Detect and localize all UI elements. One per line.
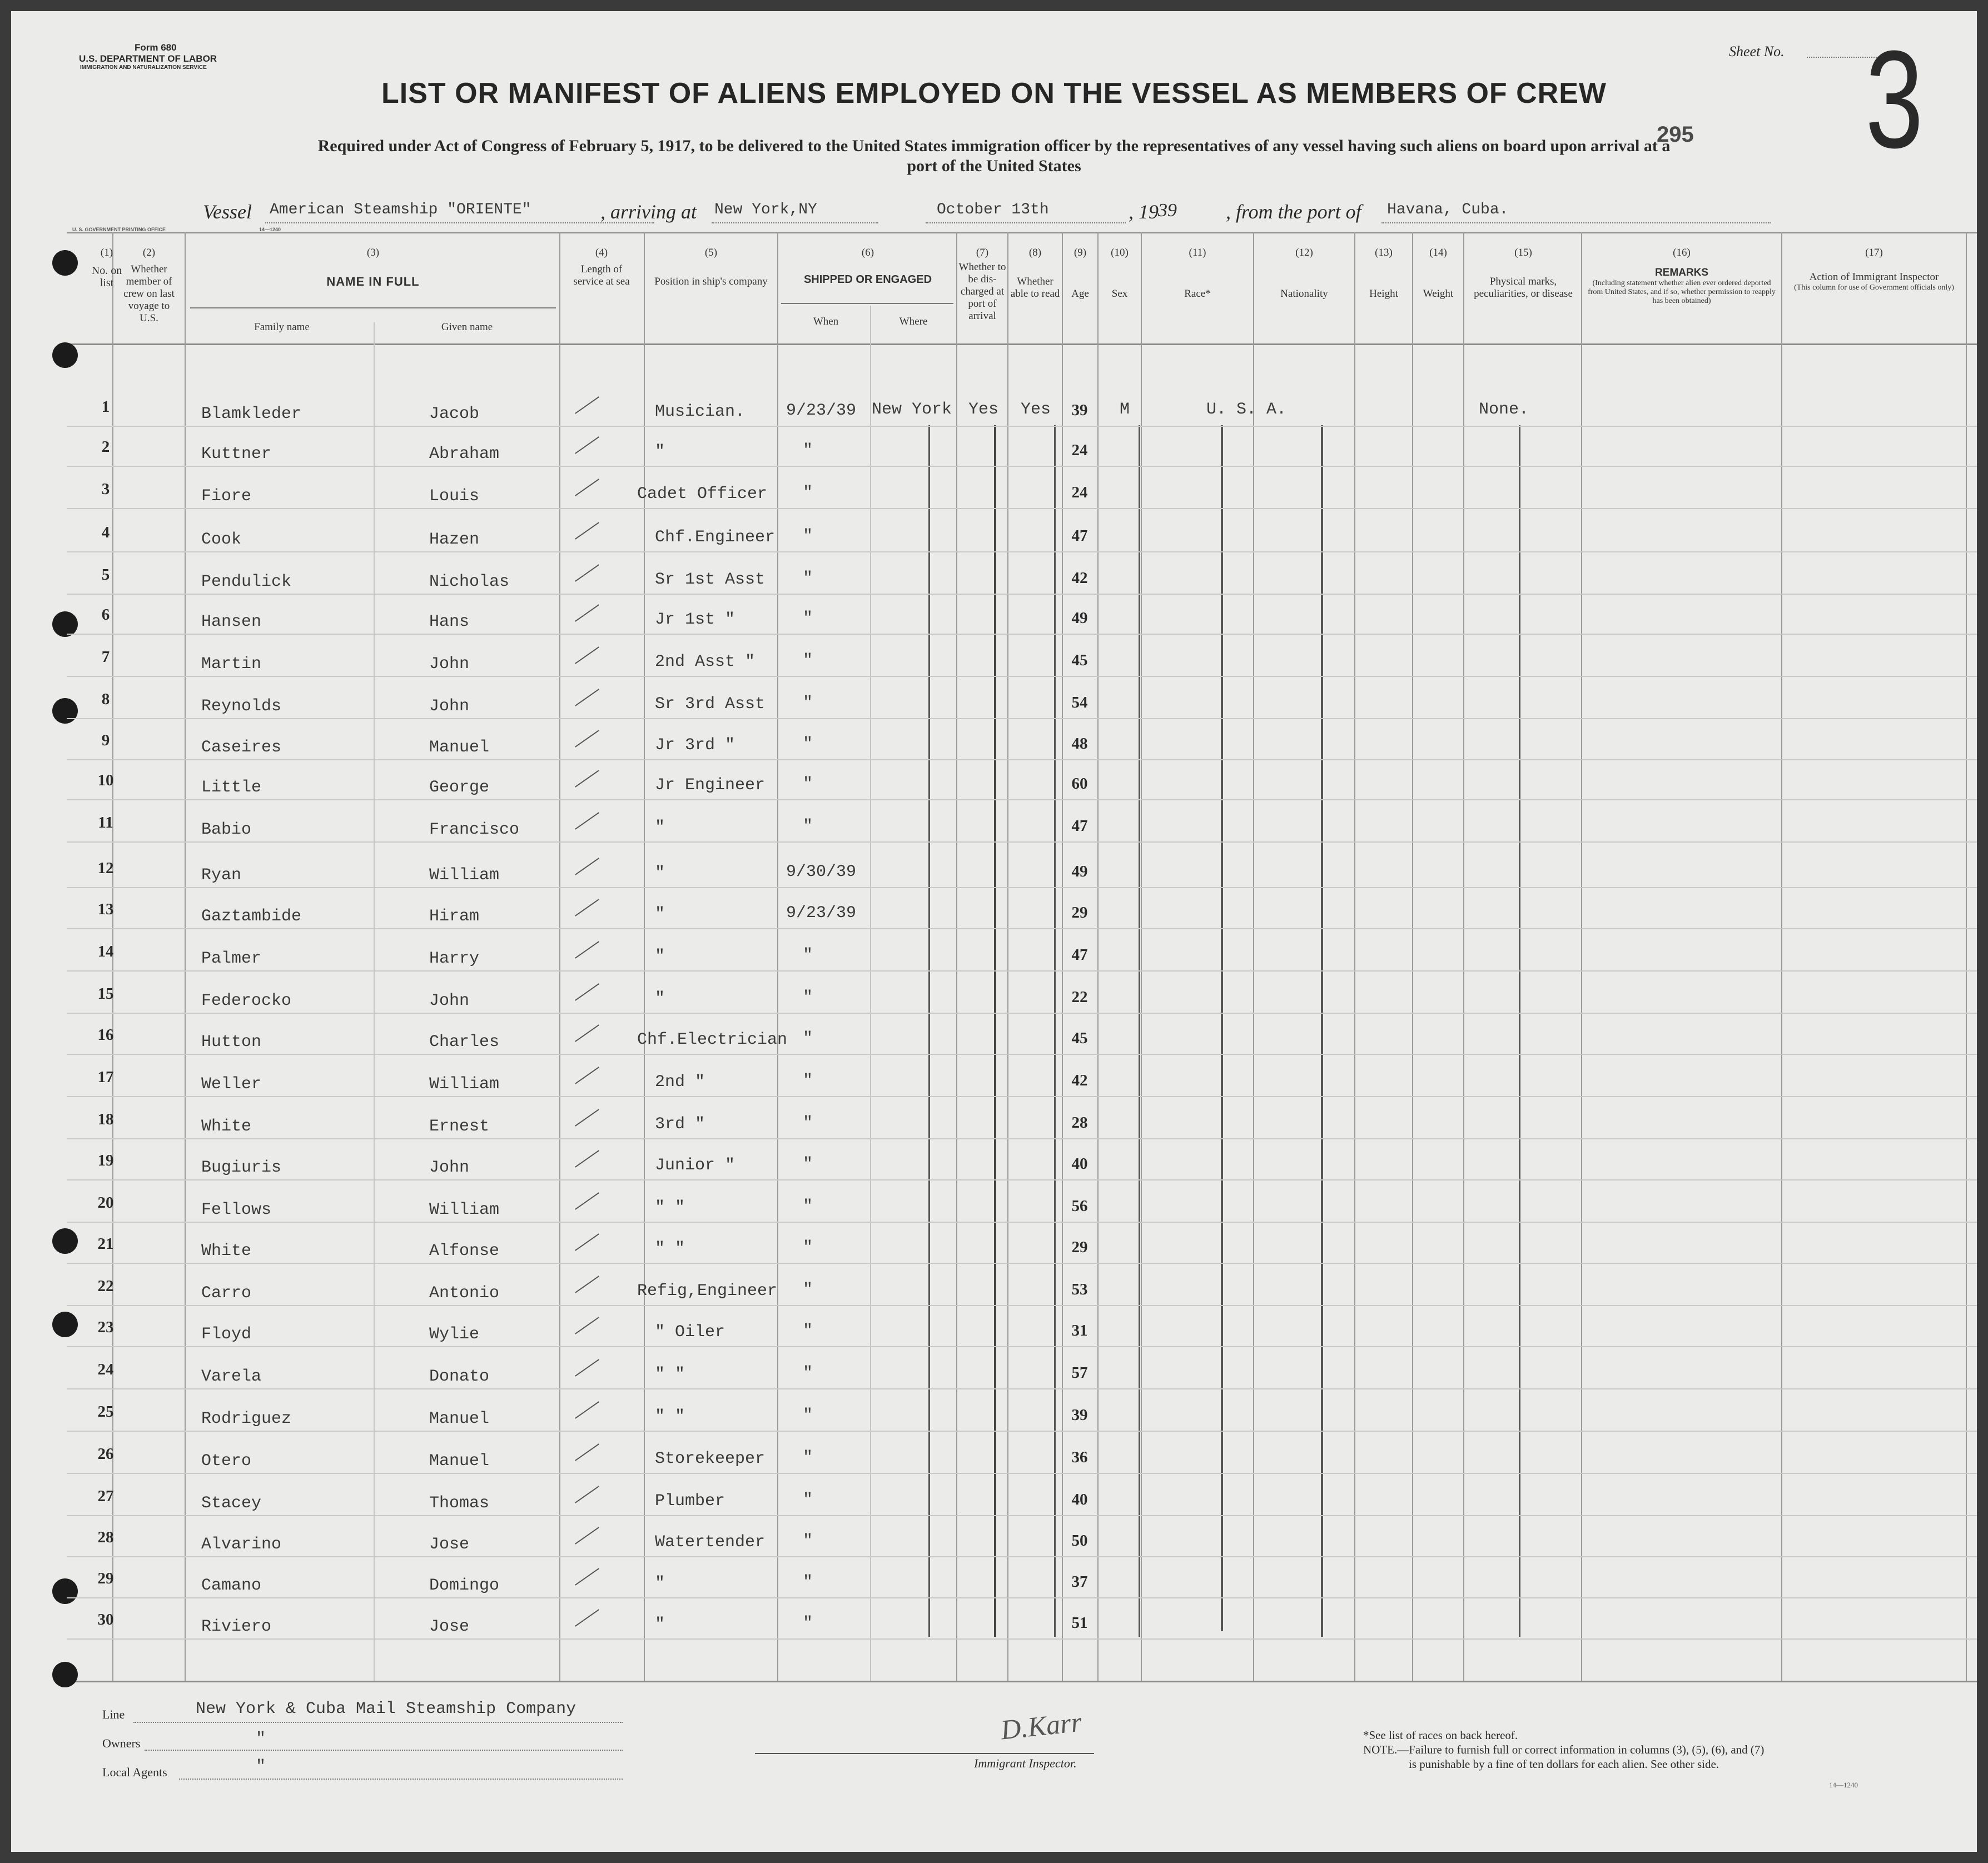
given-name: Nicholas	[429, 572, 510, 591]
position: Jr 1st "	[655, 610, 735, 629]
position: Chf.Electrician	[637, 1030, 788, 1049]
position: Sr 3rd Asst	[655, 695, 766, 714]
when-shipped: "	[803, 1448, 813, 1467]
family-name: Bugiuris	[201, 1158, 282, 1177]
col3-header: (3) NAME IN FULL	[326, 247, 420, 288]
when-shipped: "	[803, 817, 813, 836]
age: 48	[1071, 735, 1088, 753]
gpo-code: 14—1240	[259, 227, 281, 232]
when-shipped: "	[803, 651, 813, 670]
col2-header: (2) Whether member of crew on last voyage to U.S.	[123, 247, 175, 324]
row1-discharged: Yes	[968, 400, 999, 419]
race-note: *See list of races on back hereof.	[1363, 1728, 1518, 1742]
row-number: 21	[97, 1235, 114, 1253]
row-number: 30	[97, 1611, 114, 1628]
age: 42	[1071, 569, 1088, 587]
given-name: Jacob	[429, 405, 480, 424]
when-shipped: "	[803, 735, 813, 754]
age: 22	[1071, 988, 1088, 1006]
when-shipped: "	[803, 1281, 813, 1299]
family-name: Otero	[201, 1452, 252, 1471]
service-name: IMMIGRATION AND NATURALIZATION SERVICE	[80, 64, 207, 71]
position: "	[655, 1615, 665, 1634]
age: 37	[1071, 1573, 1088, 1591]
given-name: Louis	[429, 487, 480, 506]
position: " "	[655, 1198, 685, 1217]
age: 40	[1071, 1155, 1088, 1173]
age: 47	[1071, 527, 1088, 545]
family-name: Hansen	[201, 612, 262, 631]
fine-note-line1: NOTE.—Failure to furnish full or correct information in columns (3), (5), (6), and (7)	[1363, 1743, 1765, 1756]
gpo-line: U. S. GOVERNMENT PRINTING OFFICE	[72, 227, 166, 232]
punch-hole	[52, 250, 78, 276]
when-shipped: "	[803, 1072, 813, 1090]
row-number: 16	[97, 1026, 114, 1044]
age: 60	[1071, 775, 1088, 793]
row-number: 11	[98, 814, 113, 831]
family-name: White	[201, 1117, 252, 1136]
row-number: 26	[97, 1445, 114, 1463]
age: 49	[1071, 863, 1088, 880]
family-name: Martin	[201, 655, 262, 674]
given-name: Manuel	[429, 1409, 490, 1428]
page-title: LIST OR MANIFEST OF ALIENS EMPLOYED ON THE VESSEL AS MEMBERS OF CREW	[381, 77, 1607, 109]
department-name: U.S. DEPARTMENT OF LABOR	[79, 53, 217, 64]
subtitle-line1: Required under Act of Congress of February 5, 1917, to be delivered to the United States immigration officer by the representatives of any vessel having such aliens on board upon arrival at a	[317, 137, 1671, 155]
age: 45	[1071, 1029, 1088, 1047]
when-shipped: "	[803, 1238, 813, 1257]
family-name: Cook	[201, 530, 242, 549]
given-name: Donato	[429, 1367, 490, 1386]
col4-header: (4) Length of service at sea	[573, 247, 630, 287]
row1-physical: None.	[1479, 400, 1529, 419]
row-number: 2	[101, 438, 110, 456]
position: "	[655, 947, 665, 966]
when-shipped: "	[803, 1406, 813, 1425]
when-shipped: "	[803, 609, 813, 628]
row-number: 17	[97, 1068, 114, 1086]
date-value: October 13th	[937, 201, 1049, 218]
position: "	[655, 818, 665, 837]
when-shipped: "	[803, 1364, 813, 1383]
when-shipped: "	[803, 775, 813, 794]
row-number: 8	[101, 690, 110, 708]
col11-header: (11) Race*	[1184, 247, 1211, 300]
col3a-header: Family name	[254, 321, 310, 333]
position: Plumber	[655, 1492, 725, 1511]
inspector-signature: D.Karr	[999, 1706, 1084, 1746]
age: 31	[1071, 1322, 1088, 1339]
given-name: Thomas	[429, 1494, 490, 1513]
age: 50	[1071, 1532, 1088, 1550]
when-shipped: "	[803, 1155, 813, 1174]
col3b-header: Given name	[441, 321, 493, 333]
col13-header: (13) Height	[1369, 247, 1398, 300]
family-name: Pendulick	[201, 572, 292, 591]
position: Refig,Engineer	[637, 1282, 778, 1301]
col6b-header: Where	[899, 316, 928, 327]
given-name: Manuel	[429, 1452, 490, 1471]
row1-read: Yes	[1021, 400, 1051, 419]
given-name: Hiram	[429, 907, 480, 926]
position: 2nd "	[655, 1073, 705, 1092]
given-name: William	[429, 866, 500, 885]
position: " "	[655, 1365, 685, 1384]
position: "	[655, 989, 665, 1008]
line-label: Line	[102, 1707, 125, 1721]
row1-nationality: U. S. A.	[1206, 400, 1287, 419]
row-number: 9	[101, 731, 110, 749]
punch-hole	[52, 342, 78, 368]
age: 29	[1071, 1238, 1088, 1256]
family-name: Alvarino	[201, 1535, 282, 1554]
when-shipped: "	[803, 988, 813, 1007]
form-code: 14—1240	[1829, 1781, 1858, 1789]
when-shipped: "	[803, 569, 813, 588]
given-name: Antonio	[429, 1284, 500, 1303]
family-name: Blamkleder	[201, 405, 302, 424]
family-name: Fiore	[201, 487, 252, 506]
position: Jr Engineer	[655, 776, 766, 795]
family-name: Caseires	[201, 738, 282, 757]
arriving-label: , arriving at	[600, 201, 697, 223]
row-number: 13	[97, 900, 114, 918]
col10-header: (10) Sex	[1111, 247, 1129, 300]
family-name: Gaztambide	[201, 907, 302, 926]
given-name: Hans	[429, 612, 470, 631]
family-name: Carro	[201, 1284, 252, 1303]
row-number: 14	[97, 943, 114, 960]
stamp-number: 295	[1657, 122, 1694, 147]
when-shipped: 9/23/39	[786, 904, 857, 923]
family-name: Camano	[201, 1576, 262, 1595]
when-shipped: "	[803, 1491, 813, 1510]
row-number: 5	[101, 566, 110, 584]
position: " Oiler	[655, 1323, 725, 1342]
row-number: 15	[97, 985, 114, 1003]
punch-hole	[52, 1312, 78, 1337]
given-name: Alfonse	[429, 1242, 500, 1261]
row-number: 27	[97, 1487, 114, 1505]
fine-note-line2: is punishable by a fine of ten dollars for each alien. See other side.	[1409, 1757, 1719, 1771]
age: 24	[1071, 484, 1088, 501]
when-shipped: "	[803, 1322, 813, 1341]
given-name: Charles	[429, 1033, 500, 1052]
family-name: Palmer	[201, 949, 262, 968]
row-number: 6	[101, 606, 110, 624]
arriving-value: New York,NY	[714, 201, 817, 218]
when-shipped: 9/23/39	[786, 401, 857, 420]
position: "	[655, 1574, 665, 1593]
position: Watertender	[655, 1533, 766, 1552]
row-number: 12	[97, 859, 114, 877]
punch-hole	[52, 1228, 78, 1254]
row-number: 24	[97, 1361, 114, 1378]
row-number: 3	[101, 480, 110, 498]
position: "	[655, 864, 665, 883]
when-shipped: "	[803, 441, 813, 460]
when-shipped: "	[803, 1197, 813, 1216]
age: 39	[1071, 401, 1088, 419]
when-shipped: "	[803, 1114, 813, 1133]
col5-header: (5) Position in ship's company	[654, 247, 768, 287]
age: 28	[1071, 1114, 1088, 1132]
agents-value: "	[256, 1757, 266, 1776]
year-value: 39	[1158, 200, 1177, 221]
sheet-label: Sheet No.	[1729, 43, 1785, 59]
age: 51	[1071, 1614, 1088, 1632]
col7-header: (7) Whether to be dis-charged at port of arrival	[958, 247, 1006, 322]
col6-header: (6) SHIPPED OR ENGAGED	[803, 247, 932, 286]
vessel-label: Vessel	[203, 201, 252, 223]
row-number: 10	[97, 771, 114, 789]
col8-header: (8) Whether able to read	[1010, 247, 1060, 300]
row-number: 23	[97, 1318, 114, 1336]
manifest-sheet	[11, 11, 1977, 1852]
position: Musician.	[655, 402, 745, 421]
age: 47	[1071, 946, 1088, 964]
given-name: Jose	[429, 1535, 470, 1554]
position: "	[655, 905, 665, 924]
row-number: 19	[97, 1152, 114, 1169]
row1-where: New York	[872, 400, 952, 419]
owners-value: "	[256, 1730, 266, 1749]
row-number: 29	[97, 1570, 114, 1587]
position: Sr 1st Asst	[655, 570, 766, 589]
position: " "	[655, 1407, 685, 1426]
vessel-value: American Steamship "ORIENTE"	[270, 201, 531, 218]
age: 24	[1071, 441, 1088, 459]
given-name: Jose	[429, 1617, 470, 1636]
family-name: Riviero	[201, 1617, 272, 1636]
when-shipped: "	[803, 1614, 813, 1633]
given-name: Francisco	[429, 820, 520, 839]
when-shipped: "	[803, 946, 813, 965]
row-number: 22	[97, 1277, 114, 1295]
given-name: John	[429, 992, 470, 1010]
age: 49	[1071, 609, 1088, 627]
position: Chf.Engineer	[655, 528, 776, 547]
col16-header: (16) REMARKS (Including statement whether alien ever ordered deported from United States, and if so, whether permission to reapply has been obtained)	[1588, 247, 1776, 305]
given-name: George	[429, 778, 490, 797]
family-name: Fellows	[201, 1201, 272, 1219]
row-number: 4	[101, 524, 110, 541]
sheet-number: 3	[1865, 22, 1924, 177]
given-name: Ernest	[429, 1117, 490, 1136]
row-number: 20	[97, 1194, 114, 1212]
position: 2nd Asst "	[655, 652, 756, 671]
row-number: 18	[97, 1110, 114, 1128]
family-name: Varela	[201, 1367, 262, 1386]
line-value: New York & Cuba Mail Steamship Company	[196, 1700, 576, 1718]
col12-header: (12) Nationality	[1280, 247, 1328, 300]
col1-header: (1) No. on list	[91, 247, 122, 289]
position: Storekeeper	[655, 1449, 766, 1468]
position: "	[655, 442, 665, 461]
age: 47	[1071, 817, 1088, 835]
given-name: Abraham	[429, 445, 500, 464]
age: 36	[1071, 1448, 1088, 1466]
position: Cadet Officer	[637, 485, 768, 504]
family-name: Little	[201, 778, 262, 797]
position: " "	[655, 1239, 685, 1258]
punch-hole	[52, 1578, 78, 1604]
position: 3rd "	[655, 1115, 705, 1134]
col15-header: (15) Physical marks, peculiarities, or disease	[1474, 247, 1573, 300]
given-name: John	[429, 697, 470, 716]
age: 29	[1071, 904, 1088, 921]
row1-sex: M	[1120, 400, 1130, 419]
col6a-header: When	[813, 316, 839, 327]
position: Jr 3rd "	[655, 736, 735, 755]
col14-header: (14) Weight	[1423, 247, 1454, 300]
from-label: , from the port of	[1226, 201, 1361, 223]
when-shipped: "	[803, 1573, 813, 1592]
row-number: 28	[97, 1528, 114, 1546]
punch-hole	[52, 698, 78, 724]
owners-label: Owners	[102, 1736, 141, 1750]
given-name: Wylie	[429, 1325, 480, 1344]
when-shipped: "	[803, 484, 813, 502]
row-number: 25	[97, 1403, 114, 1421]
given-name: Hazen	[429, 530, 480, 549]
when-shipped: "	[803, 527, 813, 546]
row-number: 1	[101, 398, 110, 416]
position: Junior "	[655, 1156, 735, 1175]
when-shipped: "	[803, 1532, 813, 1551]
given-name: William	[429, 1075, 500, 1094]
age: 57	[1071, 1364, 1088, 1382]
age: 42	[1071, 1072, 1088, 1089]
punch-hole	[52, 1662, 78, 1687]
age: 45	[1071, 651, 1088, 669]
family-name: Floyd	[201, 1325, 252, 1344]
age: 39	[1071, 1406, 1088, 1424]
age: 53	[1071, 1281, 1088, 1298]
family-name: White	[201, 1242, 252, 1261]
family-name: Babio	[201, 820, 252, 839]
inspector-label: Immigrant Inspector.	[974, 1756, 1077, 1770]
age: 54	[1071, 694, 1088, 711]
when-shipped: 9/30/39	[786, 863, 857, 881]
family-name: Federocko	[201, 992, 292, 1010]
from-value: Havana, Cuba.	[1387, 201, 1509, 218]
family-name: Rodriguez	[201, 1409, 292, 1428]
year-prefix: , 19	[1129, 201, 1159, 223]
col9-header: (9) Age	[1071, 247, 1089, 300]
given-name: William	[429, 1201, 500, 1219]
given-name: John	[429, 1158, 470, 1177]
given-name: Manuel	[429, 738, 490, 757]
age: 56	[1071, 1197, 1088, 1215]
when-shipped: "	[803, 1029, 813, 1048]
given-name: Harry	[429, 949, 480, 968]
row-number: 7	[101, 648, 110, 666]
col17-header: (17) Action of Immigrant Inspector (This column for use of Government officials only)	[1794, 247, 1954, 292]
given-name: John	[429, 655, 470, 674]
family-name: Ryan	[201, 866, 242, 885]
family-name: Stacey	[201, 1494, 262, 1513]
when-shipped: "	[803, 694, 813, 713]
given-name: Domingo	[429, 1576, 500, 1595]
family-name: Weller	[201, 1075, 262, 1094]
age: 40	[1071, 1491, 1088, 1508]
agents-label: Local Agents	[102, 1765, 167, 1779]
family-name: Reynolds	[201, 697, 282, 716]
form-number: Form 680	[135, 42, 177, 53]
family-name: Hutton	[201, 1033, 262, 1052]
family-name: Kuttner	[201, 445, 272, 464]
subtitle-line2: port of the United States	[907, 157, 1081, 175]
